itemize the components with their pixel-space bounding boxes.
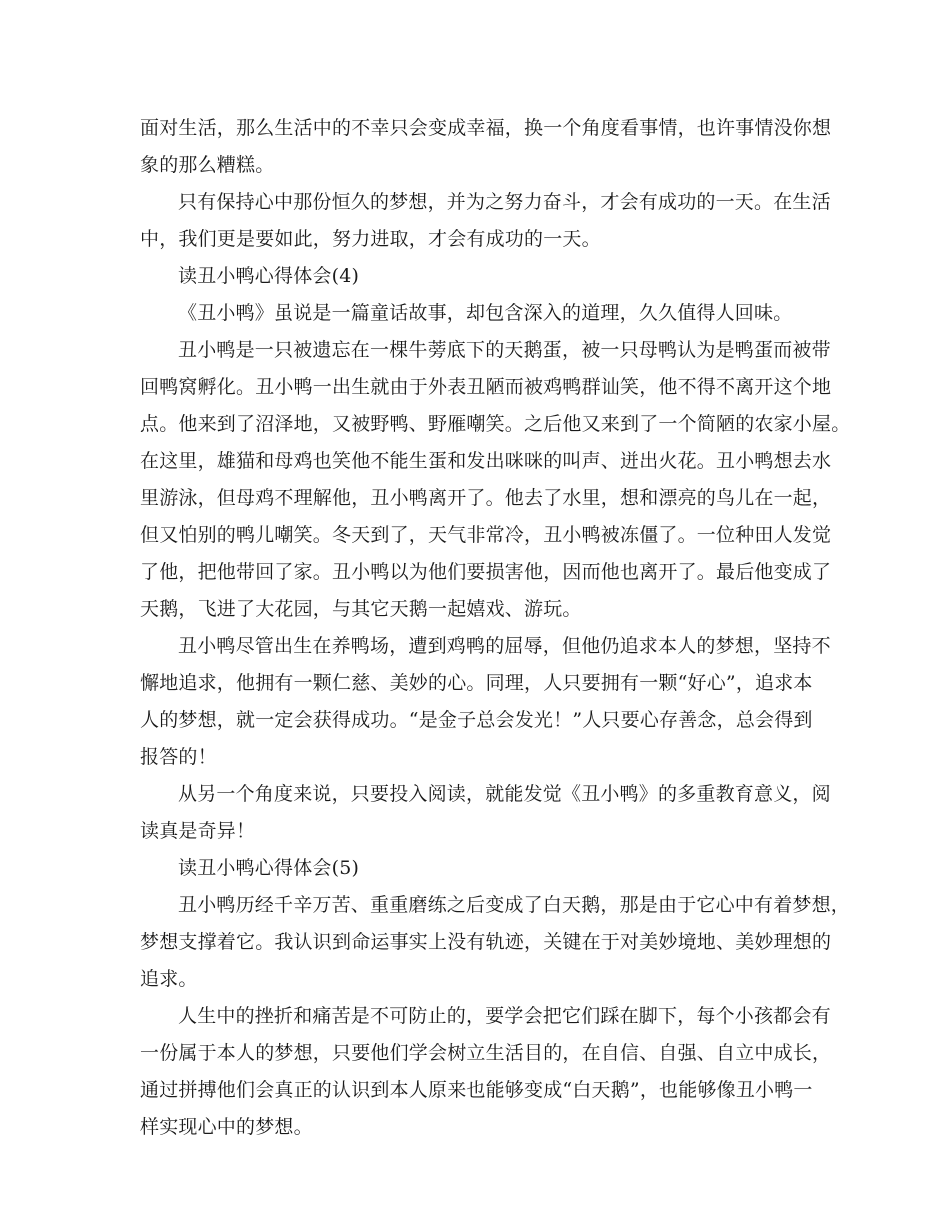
text-line: 丑小鸭尽管出生在养鸭场，遭到鸡鸭的屈辱，但他仍追求本人的梦想，坚持不 (178, 635, 831, 657)
text-line: 天鹅，飞进了大花园，与其它天鹅一起嬉戏、游玩。 (140, 598, 582, 620)
text-line: 但又怕别的鸭儿嘲笑。冬天到了，天气非常冷，丑小鸭被冻僵了。一位种田人发觉 (140, 524, 832, 546)
text-line: 在这里，雄猫和母鸡也笑他不能生蛋和发出咪咪的叫声、迸出火花。丑小鸭想去水 (140, 450, 832, 472)
text-line: 面对生活，那么生活中的不幸只会变成幸福，换一个角度看事情，也许事情没你想 (140, 117, 832, 139)
section-heading: 读丑小鸭心得体会(5) (178, 857, 360, 879)
text-line: 读真是奇异！ (140, 820, 256, 842)
text-line: 报答的！ (140, 746, 217, 768)
text-line: 通过拼搏他们会真正的认识到本人原来也能够变成“白天鹅”，也能够像丑小鸭一 (140, 1079, 813, 1101)
text-line: 人生中的挫折和痛苦是不可防止的，要学会把它们踩在脚下，每个小孩都会有 (178, 1005, 831, 1027)
section-heading: 读丑小鸭心得体会(4) (178, 265, 360, 287)
text-line: 梦想支撑着它。我认识到命运事实上没有轨迹，关键在于对美妙境地、美妙理想的 (140, 931, 832, 953)
text-line: 《丑小鸭》虽说是一篇童话故事，却包含深入的道理，久久值得人回味。 (178, 302, 793, 324)
text-line: 丑小鸭历经千辛万苦、重重磨练之后变成了白天鹅，那是由于它心中有着梦想， (178, 894, 851, 916)
text-line: 丑小鸭是一只被遗忘在一棵牛蒡底下的天鹅蛋，被一只母鸭认为是鸭蛋而被带 (178, 339, 831, 361)
text-line: 懈地追求，他拥有一颗仁慈、美妙的心。同理，人只要拥有一颗“好心”，追求本 (140, 672, 813, 694)
text-line: 中，我们更是要如此，努力进取，才会有成功的一天。 (140, 228, 601, 250)
text-line: 里游泳，但母鸡不理解他，丑小鸭离开了。他去了水里，想和漂亮的鸟儿在一起， (140, 487, 832, 509)
text-line: 回鸭窝孵化。丑小鸭一出生就由于外表丑陋而被鸡鸭群讪笑，他不得不离开这个地 (140, 376, 832, 398)
text-line: 了他，把他带回了家。丑小鸭以为他们要损害他，因而他也离开了。最后他变成了 (140, 561, 832, 583)
text-line: 一份属于本人的梦想，只要他们学会树立生活目的，在自信、自强、自立中成长， (140, 1042, 832, 1064)
text-line: 象的那么糟糕。 (140, 154, 275, 176)
text-line: 只有保持心中那份恒久的梦想，并为之努力奋斗，才会有成功的一天。在生活 (178, 191, 831, 213)
text-line: 从另一个角度来说，只要投入阅读，就能发觉《丑小鸭》的多重教育意义，阅 (178, 783, 831, 805)
text-line: 样实现心中的梦想。 (140, 1116, 313, 1138)
text-line: 点。他来到了沼泽地，又被野鸭、野雁嘲笑。之后他又来到了一个简陋的农家小屋。 (140, 413, 851, 435)
text-line: 追求。 (140, 968, 198, 990)
text-line: 人的梦想，就一定会获得成功。“是金子总会发光！”人只要心存善念，总会得到 (140, 709, 813, 731)
